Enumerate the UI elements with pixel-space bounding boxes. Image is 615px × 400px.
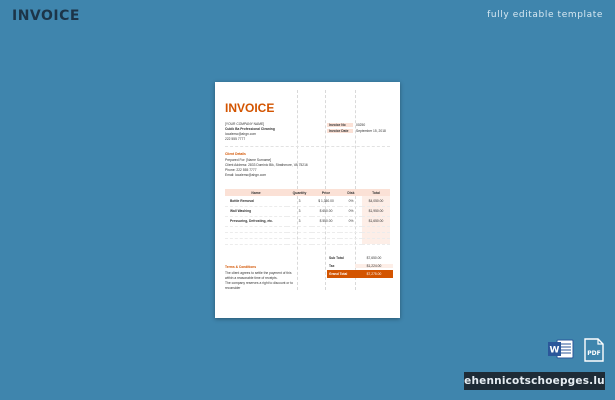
column-header: Price xyxy=(312,189,340,196)
page-title: INVOICE xyxy=(12,8,80,24)
invoice-date-row xyxy=(327,128,393,134)
company-phone: 222 555 7777 xyxy=(225,137,246,141)
client-line: Email: localemo@ahgn.com xyxy=(225,173,267,177)
column-header: Name xyxy=(225,189,287,196)
svg-text:W: W xyxy=(549,345,560,356)
terms-line: The company reserves a right to discount or to xyxy=(225,281,293,285)
invoice-number-row xyxy=(327,122,393,128)
tax-row xyxy=(327,262,393,270)
terms-line: The client agrees to settle the payment of this xyxy=(225,271,292,275)
totals-value: $7,275.00 xyxy=(366,271,382,276)
table-row-empty xyxy=(225,238,390,244)
grand-total-row xyxy=(327,270,393,278)
invoice-title: INVOICE xyxy=(225,101,275,115)
item-price: $ 1,350.00 xyxy=(312,196,340,206)
terms-line: reconsider xyxy=(225,286,241,290)
item-name: Wall Washing xyxy=(225,206,287,216)
items-table xyxy=(225,189,390,245)
meta-label: Invoice No xyxy=(327,123,353,128)
totals-value: $1,224.00 xyxy=(355,264,393,269)
totals-block xyxy=(327,254,393,278)
column-header: Disk xyxy=(340,189,362,196)
column-header: Quantity xyxy=(287,189,312,196)
totals-label: Sub Total xyxy=(329,255,344,260)
subtotal-row xyxy=(327,254,393,262)
totals-label: Grand Total xyxy=(329,271,348,276)
item-total: $4,050.00 xyxy=(362,196,390,206)
company-email: localemo@ahgn.com xyxy=(225,132,257,136)
item-qty: 3 xyxy=(287,216,312,226)
item-disk: 0% xyxy=(340,206,362,216)
invoice-preview xyxy=(215,82,400,318)
company-line2: Cubik Ba Professional Cleaning xyxy=(225,127,275,131)
terms-heading: Terms & Conditions xyxy=(225,265,257,269)
item-price: $ 550.00 xyxy=(312,216,340,226)
meta-value: 00250 xyxy=(356,122,366,127)
table-row xyxy=(225,216,390,226)
table-header xyxy=(225,189,390,196)
invoice-meta xyxy=(327,122,393,134)
meta-value: September 15, 2018 xyxy=(356,128,386,133)
meta-label: Invoice Date xyxy=(327,129,353,134)
terms-line: within a reasonable time of receipts. xyxy=(225,276,278,280)
page-tagline: fully editable template xyxy=(487,10,603,20)
table-row xyxy=(225,196,390,206)
pdf-document-icon[interactable] xyxy=(583,338,605,362)
item-qty: 3 xyxy=(287,206,312,216)
item-disk: 0% xyxy=(340,196,362,206)
item-name: Pressuring, Defrosting, etc. xyxy=(225,216,287,226)
item-disk: 0% xyxy=(340,216,362,226)
totals-label: Tax xyxy=(329,263,335,268)
word-document-icon[interactable] xyxy=(548,338,574,360)
totals-value: $7,650.00 xyxy=(366,255,382,260)
client-line: Prepared For: [Name Surname] xyxy=(225,158,272,162)
table-row xyxy=(225,206,390,216)
brand-badge[interactable]: ehennicotschoepges.lu xyxy=(464,372,605,390)
item-price: $ 650.00 xyxy=(312,206,340,216)
client-line: Client Address: 2833 Dominic Blk, Strathmore, VA 75216 xyxy=(225,163,308,167)
item-name: Bottle Removal xyxy=(225,196,287,206)
item-total: $1,650.00 xyxy=(362,216,390,226)
svg-text:PDF: PDF xyxy=(587,350,601,357)
client-heading: Client Details xyxy=(225,152,246,156)
column-header: Total xyxy=(362,189,390,196)
client-line: Phone: 222 555 7777 xyxy=(225,168,257,172)
divider xyxy=(225,146,390,147)
item-qty: 3 xyxy=(287,196,312,206)
item-total: $1,950.00 xyxy=(362,206,390,216)
company-name: [YOUR COMPANY NAME] xyxy=(225,122,265,126)
